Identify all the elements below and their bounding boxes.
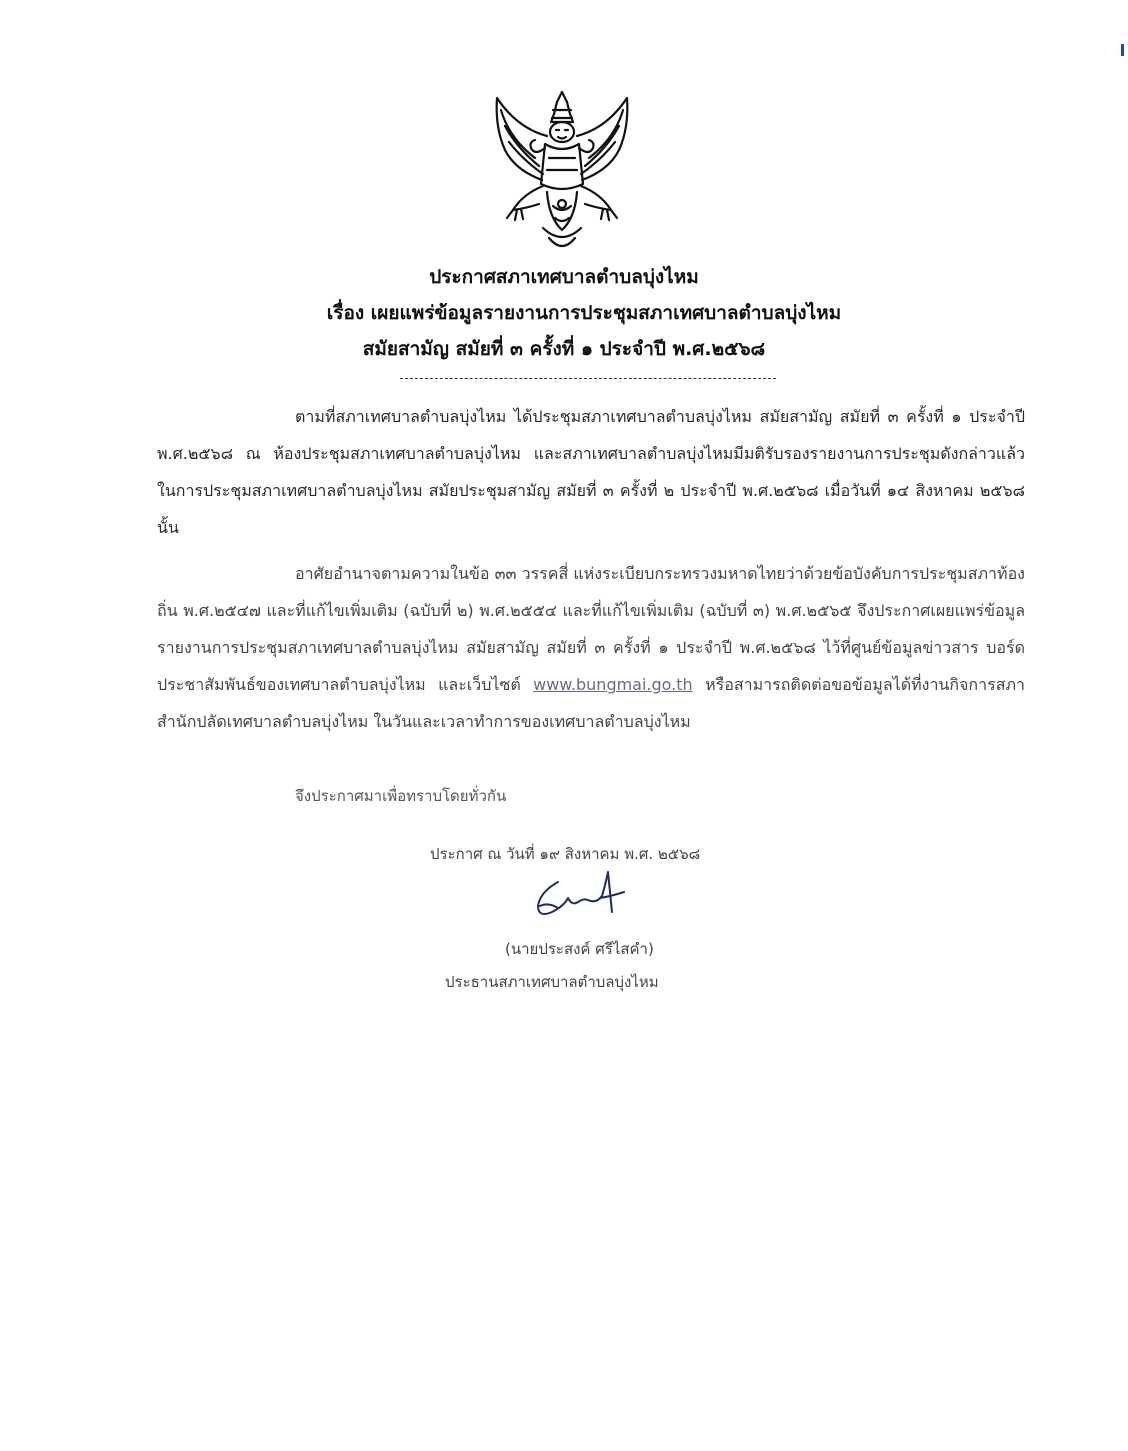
announcement-session: สมัยสามัญ สมัยที่ ๓ ครั้งที่ ๑ ประจำปี พ.ศ.๒๕๖๘ [362, 338, 766, 360]
body-paragraph-2 [157, 555, 1025, 740]
body-paragraph-2-text-cont: หรือสามารถติดต่อขอข้อมูลได้ที่งานกิจการสภา สำนักปลัดเทศบาลตำบลบุ่งไหม ในวันและเวลาทำการของเทศบาลตำบลบุ่งไหม [157, 675, 1025, 731]
body-paragraph-1: ตามที่สภาเทศบาลตำบลบุ่งไหม ได้ประชุมสภาเทศบาลตำบลบุ่งไหม สมัยสามัญ สมัยที่ ๓ ครั้งที่ ๑ ประจำปี พ.ศ.๒๕๖๘ ณ ห้องประชุมสภาเทศบาลตำบลบุ่งไหม และสภาเทศบาลตำบลบุ่งไหมมีมติรับรองรายงานการประชุมดังกล่าวแล้ว ในการประชุมสภาเทศบาลตำบลบุ่งไหม สมัยประชุมสามัญ สมัยที่ ๓ ครั้งที่ ๒ ประจำปี พ.ศ.๒๕๖๘ เมื่อวันที่ ๑๔ สิงหาคม ๒๕๖๘ นั้น [157, 407, 1025, 537]
body-paragraph-2-text: อาศัยอำนาจตามความในข้อ ๓๓ วรรคสี่ แห่งระเบียบกระทรวงมหาดไทยว่าด้วยข้อบังคับการประชุมสภาท้องถิ่น พ.ศ.๒๕๔๗ และที่แก้ไขเพิ่มเติม (ฉบับที่ ๒) พ.ศ.๒๕๕๔ และที่แก้ไขเพิ่มเติม (ฉบับที่ ๓) พ.ศ.๒๕๖๕ จึงประกาศเผยแพร่ข้อมูลรายงานการประชุมสภาเทศบาลตำบลบุ่งไหม สมัยสามัญ สมัยที่ ๓ ครั้งที่ ๑ ประจำปี พ.ศ.๒๕๖๘ ไว้ที่ศูนย์ข้อมูลข่าวสาร บอร์ดประชาสัมพันธ์ของเทศบาลตำบลบุ่งไหม และเว็บไซต์ [157, 564, 1025, 694]
header-divider [400, 378, 776, 379]
signatory-name: (นายประสงค์ ศรีไสคำ) [505, 940, 654, 958]
announcement-date: ประกาศ ณ วันที่ ๑๙ สิงหาคม พ.ศ. ๒๕๖๘ [430, 845, 701, 863]
handwritten-signature [528, 862, 628, 924]
announcement-subject: เรื่อง เผยแพร่ข้อมูลรายงานการประชุมสภาเทศบาลตำบลบุ่งไหม [326, 302, 842, 324]
garuda-emblem-icon [487, 88, 637, 260]
signatory-title: ประธานสภาเทศบาลตำบลบุ่งไหม [445, 973, 659, 991]
announcement-title: ประกาศสภาเทศบาลตำบลบุ่งไหม [429, 266, 699, 288]
closing-line: จึงประกาศมาเพื่อทราบโดยทั่วกัน [295, 787, 507, 805]
website-link[interactable]: www.bungmai.go.th [533, 675, 693, 694]
scan-edge-mark [1121, 44, 1124, 56]
